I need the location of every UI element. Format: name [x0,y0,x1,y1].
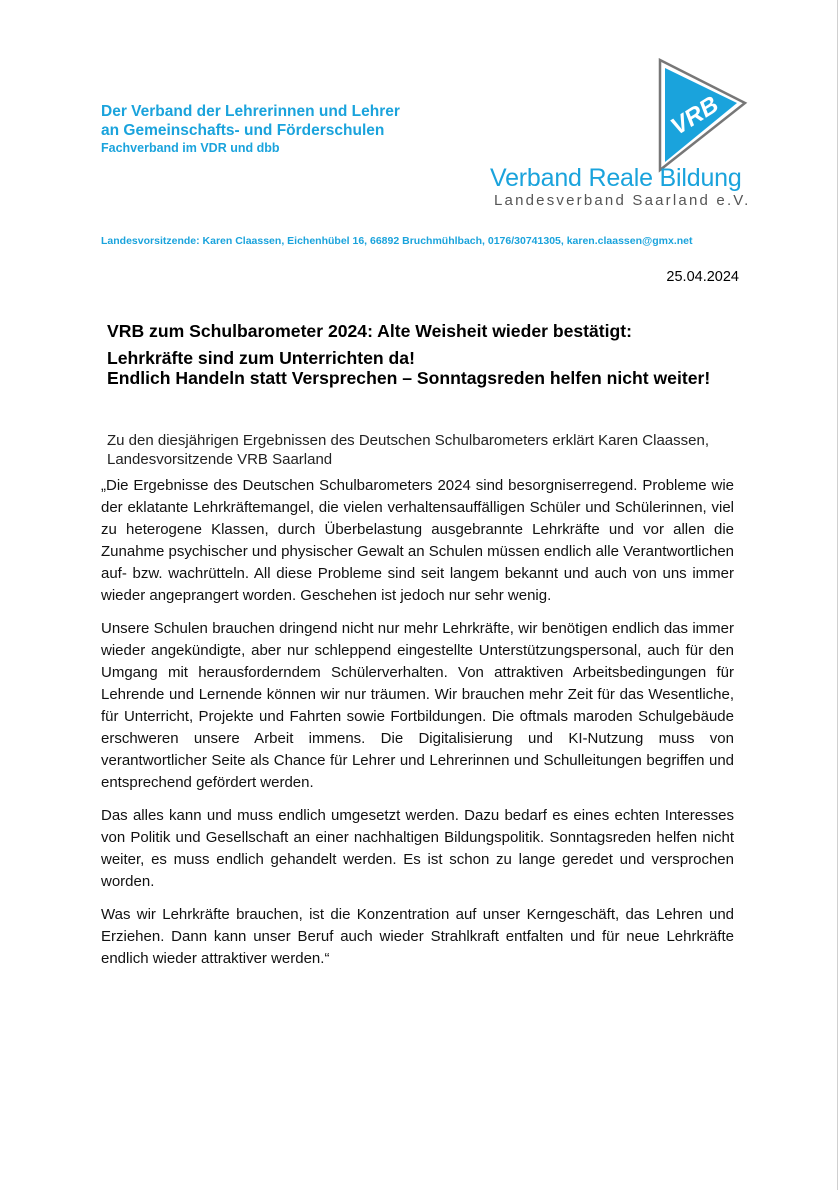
headline-line-1: VRB zum Schulbarometer 2024: Alte Weisheit wieder bestätigt: [107,321,633,341]
org-line-3: Fachverband im VDR und dbb [101,141,280,155]
paragraph-1: „Die Ergebnisse des Deutschen Schulbarometers 2024 sind besorgniserregend. Probleme wie der eklatante Lehrkräftemangel, die vielen verhaltensauffälligen Schüler und Schülerinnen, viel zu heterogene Klassen, durch Überbelastung ausgebrannte Lehrkräfte und vor allen die Zunahme psychischer und physischer Gewalt an Schulen müssen endlich alle Verantwortlichen auf- bzw. wachrütteln. All diese Probleme sind seit langem bekannt und auch von uns immer wieder angeprangert worden. Geschehen ist jedoch nur sehr wenig. [101,477,734,604]
logo-name: Verband Reale Bildung [490,164,742,192]
logo-subtitle: Landesverband Saarland e.V. [494,192,751,209]
paragraph-2: Unsere Schulen brauchen dringend nicht nur mehr Lehrkräfte, wir benötigen endlich das immer wieder angekündigte, aber nur schleppend eingestellte Unterstützungspersonal, auch für den Umgang mit herausforderndem Schülerverhalten. Von attraktiven Arbeitsbedingungen für Lehrende und Lernende können wir nur träumen. Wir brauchen mehr Zeit für das Wesentliche, für Unterricht, Projekte und Fahrten sowie Fortbildungen. Die oftmals maroden Schulgebäude erschweren unsere Arbeit immens. Die Digitalisierung und KI-Nutzung muss von verantwortlicher Seite als Chance für Lehrer und Lehrerinnen und Schulleitungen begriffen und entsprechend gefördert werden. [101,620,734,791]
statement-body [101,475,734,981]
org-line-1: Der Verband der Lehrerinnen und Lehrer [101,103,400,120]
headline-line-3: Endlich Handeln statt Versprechen – Sonntagsreden helfen nicht weiter! [107,368,711,388]
headline-line-2: Lehrkräfte sind zum Unterrichten da! [107,347,415,368]
contact-line: Landesvorsitzende: Karen Claassen, Eichenhübel 16, 66892 Bruchmühlbach, 0176/30741305, karen.claassen@gmx.net [101,235,693,247]
org-line-2: an Gemeinschafts- und Förderschulen [101,122,385,139]
document-date: 25.04.2024 [666,269,739,285]
paragraph-3: Das alles kann und muss endlich umgesetzt werden. Dazu bedarf es eines echten Interesses von Politik und Gesellschaft an einer nachhaltigen Bildungspolitik. Sonntagsreden helfen nicht weiter, es muss endlich gehandelt werden. Es ist schon zu lange geredet und versprochen worden. [101,807,734,890]
organization-description [101,102,400,156]
logo-mark-text: VRB [666,91,724,141]
intro-text: Zu den diesjährigen Ergebnissen des Deutschen Schulbarometers erklärt Karen Claassen, Landesvorsitzende VRB Saarland [107,432,709,468]
paragraph-4: Was wir Lehrkräfte brauchen, ist die Konzentration auf unser Kerngeschäft, das Lehren und Erziehen. Dann kann unser Beruf auch wieder Strahlkraft entfalten und für neue Lehrkräfte endlich wieder attraktiver werden.“ [101,906,734,967]
headline [107,321,740,389]
